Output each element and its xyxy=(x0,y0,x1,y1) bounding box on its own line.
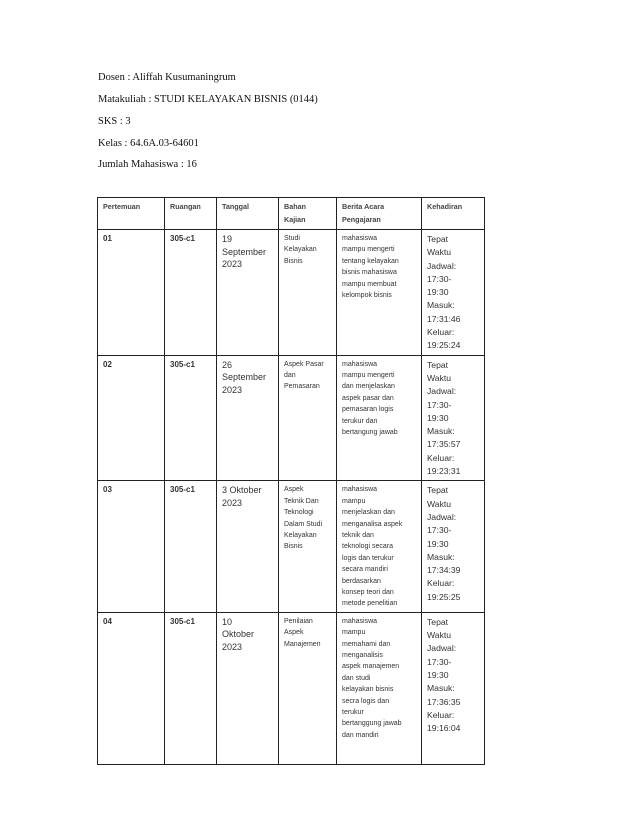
header-bahan-kajian: Bahan Kajian xyxy=(279,198,337,230)
header-kehadiran: Kehadiran xyxy=(422,198,485,230)
cell-berita-acara: mahasiswa mampu menjelaskan dan menganalisa aspek teknik dan teknologi secara logis dan terukur secara mandiri berdasarkan konsep teori dan metode penelitian xyxy=(337,481,422,612)
cell-tanggal: 19 September 2023 xyxy=(217,230,279,356)
dosen-line: Dosen : Aliffah Kusumaningrum xyxy=(98,72,236,83)
cell-kehadiran: Tepat Waktu Jadwal: 17:30- 19:30 Masuk: 17:36:35 Keluar: 19:16:04 xyxy=(422,612,485,764)
cell-kehadiran: Tepat Waktu Jadwal: 17:30- 19:30 Masuk: 17:31:46 Keluar: 19:25:24 xyxy=(422,230,485,356)
cell-berita-acara: mahasiswa mampu memahami dan menganalisis aspek manajemen dan studi kelayakan bisnis secra logis dan terukur bertanggung jawab dan mandiri xyxy=(337,612,422,764)
header-tanggal: Tanggal xyxy=(217,198,279,230)
cell-tanggal: 26 September 2023 xyxy=(217,355,279,481)
cell-ruangan: 305-c1 xyxy=(165,230,217,356)
cell-ruangan: 305-c1 xyxy=(165,355,217,481)
cell-berita-acara: mahasiswa mampu mengerti tentang kelayakan bisnis mahasiswa mampu membuat kelompok bisnis xyxy=(337,230,422,356)
header-pertemuan: Pertemuan xyxy=(98,198,165,230)
cell-berita-acara: mahasiswa mampu mengerti dan menjelaskan aspek pasar dan pemasaran logis terukur dan bertangung jawab xyxy=(337,355,422,481)
cell-bahan-kajian: Aspek Teknik Dan Teknologi Dalam Studi Kelayakan Bisnis xyxy=(279,481,337,612)
table-row xyxy=(98,481,485,612)
cell-ruangan: 305-c1 xyxy=(165,612,217,764)
matakuliah-line: Matakuliah : STUDI KELAYAKAN BISNIS (0144) xyxy=(98,94,318,105)
cell-pertemuan: 01 xyxy=(98,230,165,356)
table-row xyxy=(98,612,485,764)
cell-bahan-kajian: Penilaian Aspek Manajemen xyxy=(279,612,337,764)
attendance-table xyxy=(97,197,485,765)
cell-tanggal: 10 Oktober 2023 xyxy=(217,612,279,764)
sks-line: SKS : 3 xyxy=(98,116,131,127)
jumlah-mahasiswa-line: Jumlah Mahasiswa : 16 xyxy=(98,159,197,170)
cell-tanggal: 3 Oktober 2023 xyxy=(217,481,279,612)
cell-pertemuan: 03 xyxy=(98,481,165,612)
header-ruangan: Ruangan xyxy=(165,198,217,230)
cell-ruangan: 305-c1 xyxy=(165,481,217,612)
cell-pertemuan: 04 xyxy=(98,612,165,764)
cell-kehadiran: Tepat Waktu Jadwal: 17:30- 19:30 Masuk: 17:35:57 Keluar: 19:23:31 xyxy=(422,355,485,481)
table-row xyxy=(98,355,485,481)
header-berita-acara: Berita Acara Pengajaran xyxy=(337,198,422,230)
cell-bahan-kajian: Aspek Pasar dan Pemasaran xyxy=(279,355,337,481)
table-header-row xyxy=(98,198,485,230)
kelas-line: Kelas : 64.6A.03-64601 xyxy=(98,138,199,149)
cell-kehadiran: Tepat Waktu Jadwal: 17:30- 19:30 Masuk: 17:34:39 Keluar: 19:25:25 xyxy=(422,481,485,612)
table-row xyxy=(98,230,485,356)
cell-bahan-kajian: Studi Kelayakan Bisnis xyxy=(279,230,337,356)
cell-pertemuan: 02 xyxy=(98,355,165,481)
